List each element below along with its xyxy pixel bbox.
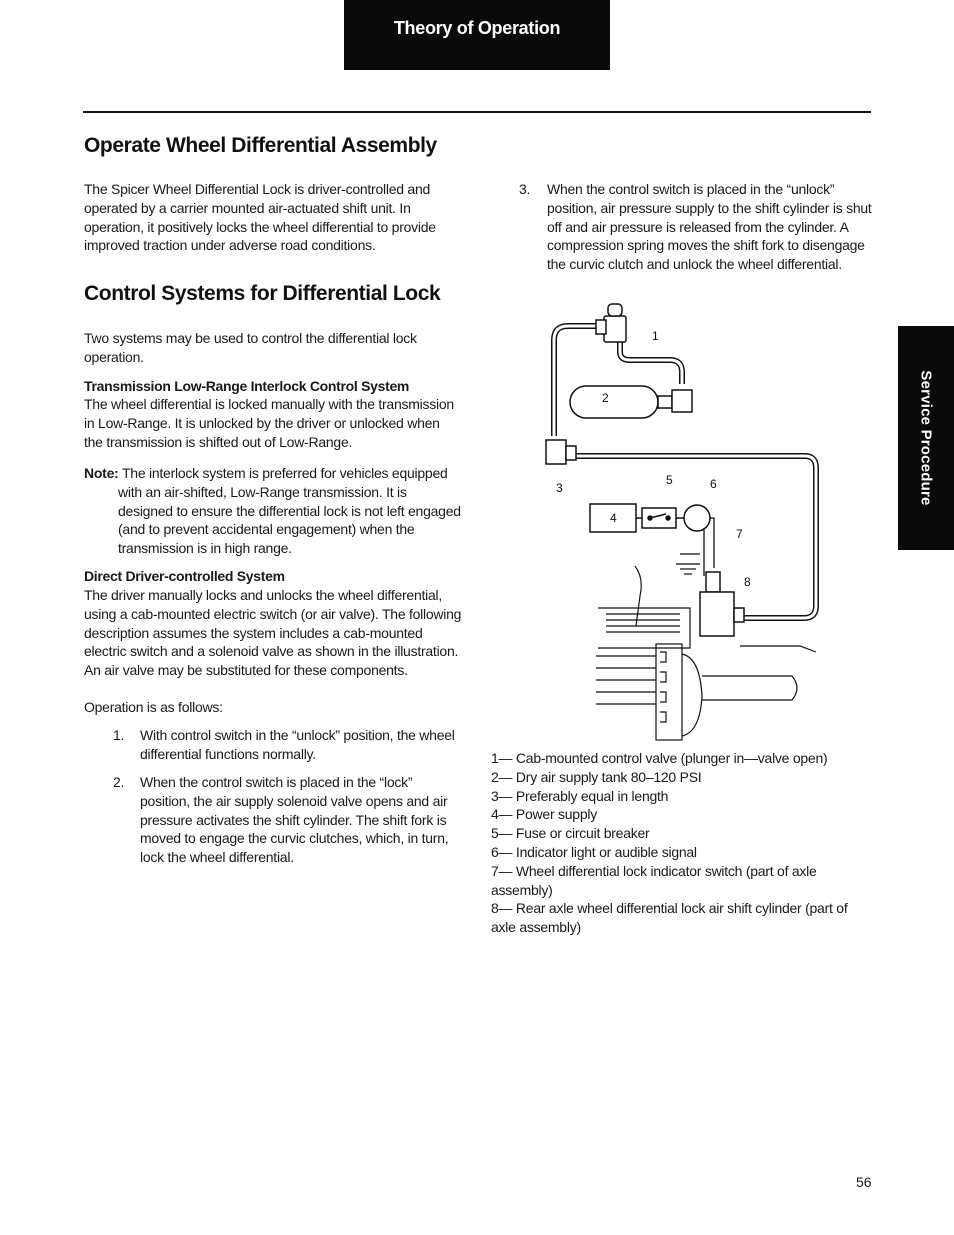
step-number: 3. xyxy=(519,181,531,197)
fitting-icon xyxy=(546,440,576,464)
callout-1: 1 xyxy=(652,329,659,343)
heading-operate-wheel-differential: Operate Wheel Differential Assembly xyxy=(84,134,437,157)
note-text-wrap xyxy=(118,464,462,558)
ground-icon xyxy=(676,554,700,574)
legend-item: 6— Indicator light or audible signal xyxy=(491,843,697,860)
tlr-paragraph: The wheel differential is locked manually with the transmission in Low-Range. It is unlocked by the driver or unlocked when the transmission is shifted out of Low-Range. xyxy=(84,396,454,450)
callout-4: 4 xyxy=(610,511,617,525)
ddc-subheading: Direct Driver-controlled System xyxy=(84,568,285,584)
list-item xyxy=(519,180,874,295)
ddc-paragraph: The driver manually locks and unlocks the wheel differential, using a cab-mounted electric switch (or air valve). The following description assumes the system includes a cab-mounted electric switch and a solenoid valve as shown in the illustration. An air valve may be substituted for these components. xyxy=(84,587,462,679)
callout-7: 7 xyxy=(736,527,743,541)
legend-item: 7— Wheel differential lock indicator switch (part of axle assembly) xyxy=(491,862,817,898)
air-tank-icon xyxy=(570,386,692,418)
legend-item: 3— Preferably equal in length xyxy=(491,787,669,804)
section-tab: Theory of Operation xyxy=(344,0,610,70)
shift-cylinder-icon xyxy=(700,572,744,636)
differential-lock-diagram xyxy=(540,296,830,746)
page-number: 56 xyxy=(856,1174,872,1190)
operation-intro: Operation is as follows: xyxy=(84,699,223,715)
callout-8: 8 xyxy=(744,575,751,589)
legend-item: 5— Fuse or circuit breaker xyxy=(491,825,650,842)
side-tab-label: Service Procedure xyxy=(917,370,935,506)
control-valve-icon xyxy=(596,304,626,342)
note-text: The interlock system is preferred for vehicles equipped with an air-shifted, Low-Range transmission. It is designed to ensure the differential lock is not left engaged (and to prevent accidental engagement) when the transmission is in high range. xyxy=(118,465,461,557)
fuse-icon xyxy=(642,508,676,528)
indicator-light-icon xyxy=(684,505,710,531)
figure-legend xyxy=(491,749,851,937)
step-text: When the control switch is placed in the “lock” position, the air supply solenoid valve opens and air pressure activates the shift cylinder. The shift fork is moved to engage the curvic clutches, which, in turn, lock the wheel differential. xyxy=(140,774,449,866)
tlr-subheading: Transmission Low-Range Interlock Control System xyxy=(84,378,410,394)
two-systems-paragraph: Two systems may be used to control the differential lock operation. xyxy=(84,330,417,365)
list-item xyxy=(113,773,463,873)
step-text: When the control switch is placed in the “unlock” position, air pressure supply to the shift cylinder is shut off and air pressure is released from the cylinder. A compression spring moves the shift fork to disengage the curvic clutch and unlock the wheel differential. xyxy=(547,181,872,273)
legend-item: 1— Cab-mounted control valve (plunger in—valve open) xyxy=(491,750,828,766)
legend-item: 2— Dry air supply tank 80–120 PSI xyxy=(491,768,702,785)
callout-6: 6 xyxy=(710,477,717,491)
heading-control-systems: Control Systems for Differential Lock xyxy=(84,282,441,305)
side-section-tab xyxy=(898,326,954,550)
step-text: With control switch in the “unlock” position, the wheel differential functions normally. xyxy=(140,727,455,762)
list-item xyxy=(113,726,463,766)
intro-paragraph: The Spicer Wheel Differential Lock is driver-controlled and operated by a carrier mounted air-actuated shift unit. In operation, it positively locks the wheel differential to provide improved traction under adverse road conditions. xyxy=(84,181,436,254)
step-number: 1. xyxy=(113,727,125,743)
legend-item: 8— Rear axle wheel differential lock air shift cylinder (part of axle assembly) xyxy=(491,900,848,936)
callout-5: 5 xyxy=(666,473,673,487)
note-label: Note: xyxy=(84,465,119,481)
step-number: 2. xyxy=(113,774,125,790)
legend-item: 4— Power supply xyxy=(491,806,597,823)
callout-3: 3 xyxy=(556,481,563,495)
header-divider xyxy=(83,111,871,113)
callout-2: 2 xyxy=(602,391,609,405)
